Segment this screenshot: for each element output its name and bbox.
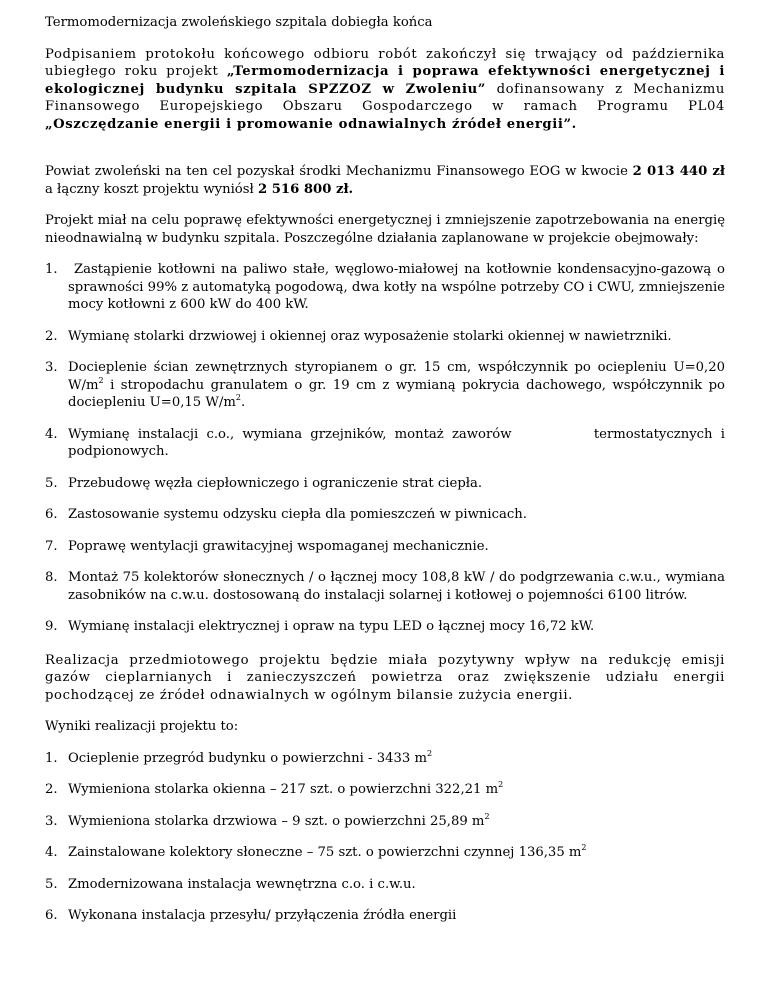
- grant-amount: 2 013 440 zł: [632, 164, 725, 179]
- item-number: 9.: [45, 619, 58, 634]
- item-text: .: [240, 395, 246, 410]
- item-text: Ocieplenie przegród budynku o powierzchni - 3433 m: [68, 750, 427, 766]
- item-text: Wykonana instalacja przesyłu/ przyłączenia źródła energii: [68, 908, 457, 923]
- list-item: [45, 569, 725, 604]
- item-text: Wymieniona stolarka okienna – 217 szt. o powierzchni 322,21 m: [68, 782, 499, 797]
- list-item: [45, 475, 725, 493]
- list-item: [45, 328, 725, 346]
- item-number: 8.: [45, 570, 58, 585]
- item-text: Zastąpienie kotłowni na paliwo stałe, węglowo-miałowej na kotłownie kondensacyjno-gazową o sprawności 99% z automatyką pogodową, dwa kotły na wspólne potrzeby CO i CWU, zmniejszenie mocy kotłowni z 600 kW do 400 kW.: [68, 262, 725, 312]
- item-number: 5.: [45, 876, 58, 892]
- item-number: 3.: [45, 360, 58, 375]
- list-item: [45, 781, 725, 799]
- intro-text-b: dofinansowany z Mechanizmu Finansowego Europejskiego Obszaru Gospodarczego w ramach Programu PL04: [45, 81, 725, 114]
- item-text: Wymianę stolarki drzwiowej i okiennej oraz wyposażenie stolarki okiennej w nawietrzniki.: [68, 328, 672, 344]
- impact-paragraph: Realizacja przedmiotowego projektu będzie miała pozytywny wpływ na redukcję emisji gazów cieplarnianych i zanieczyszczeń powietrza oraz zwiększenie udziału energii pochodzącej ze źródeł odnawialnych w ogólnym bilansie zużycia energii.: [45, 652, 725, 703]
- actions-list: [45, 261, 730, 636]
- project-name: „Termomodernizacja i poprawa efektywności energetycznej i ekologicznej budynku szpitala SPZZOZ w Zwoleniu”: [45, 64, 725, 97]
- document-title: Termomodernizacja zwoleńskiego szpitala dobiegła końca: [45, 15, 433, 30]
- list-item: [45, 538, 725, 556]
- list-item: [45, 506, 725, 524]
- superscript: 2: [498, 780, 504, 789]
- item-number: 4.: [45, 426, 58, 442]
- item-number: 6.: [45, 507, 58, 522]
- goals-intro: Projekt miał na celu poprawę efektywności energetycznej i zmniejszenie zapotrzebowania na energię nieodnawialną w budynku szpitala. Poszczególne działania zaplanowane w projekcie obejmowały:: [45, 213, 725, 246]
- list-item: [45, 750, 725, 768]
- superscript: 2: [235, 393, 241, 402]
- item-number: 5.: [45, 475, 58, 491]
- item-text: Zastosowanie systemu odzysku ciepła dla pomieszczeń w piwnicach.: [68, 507, 527, 522]
- document-page: [45, 14, 730, 925]
- item-text: i stropodachu granulatem o gr. 19 cm z wymianą pokrycia dachowego, współczynnik po dociepleniu U=0,15 W/m: [68, 377, 725, 410]
- superscript: 2: [426, 748, 433, 758]
- superscript: 2: [581, 843, 587, 852]
- results-list: [45, 750, 725, 925]
- item-text: Wymianę instalacji elektrycznej i opraw na typu LED o łącznej mocy 16,72 kW.: [68, 619, 595, 634]
- list-item: [45, 359, 725, 412]
- list-item: [45, 426, 730, 461]
- item-text: Zainstalowane kolektory słoneczne – 75 szt. o powierzchni czynnej 136,35 m: [68, 845, 582, 860]
- item-number: 3.: [45, 813, 58, 829]
- item-text: Montaż 75 kolektorów słonecznych / o łącznej mocy 108,8 kW / do podgrzewania c.w.u., wymiana zasobników na c.w.u. dostosowaną do instalacji solarnej i kotłowej o pojemności 6100 litrów.: [68, 570, 725, 603]
- item-text: Wymieniona stolarka drzwiowa – 9 szt. o powierzchni 25,89 m: [68, 813, 485, 829]
- list-item: [45, 813, 725, 831]
- total-cost: 2 516 800 zł.: [257, 181, 354, 197]
- list-item: [45, 876, 725, 894]
- funding-paragraph: [45, 163, 725, 198]
- item-text: Poprawę wentylacji grawitacyjnej wspomaganej mechanicznie.: [68, 538, 489, 554]
- item-text: Przebudowę węzła ciepłowniczego i ograniczenie strat ciepła.: [68, 475, 483, 491]
- item-text: Wymianę instalacji c.o., wymiana grzejników, montaż zaworów termostatycznych i podpionowych.: [68, 426, 730, 459]
- funding-text-a: Powiat zwoleński na ten cel pozyskał środki Mechanizmu Finansowego EOG w kwocie: [45, 164, 633, 179]
- item-number: 7.: [45, 538, 58, 554]
- item-text: Zmodernizowana instalacja wewnętrzna c.o. i c.w.u.: [68, 876, 416, 892]
- superscript: 2: [98, 375, 104, 385]
- funding-text-b: a łączny koszt projektu wyniósł: [45, 181, 258, 197]
- results-intro: Wyniki realizacji projektu to:: [45, 719, 239, 734]
- superscript: 2: [484, 811, 490, 821]
- item-number: 1.: [45, 750, 58, 766]
- list-item: [45, 844, 725, 862]
- item-number: 4.: [45, 845, 58, 860]
- list-item: [45, 618, 725, 636]
- item-number: 2.: [45, 782, 58, 797]
- item-number: 2.: [45, 328, 58, 344]
- item-number: 6.: [45, 908, 58, 923]
- list-item: [45, 907, 725, 925]
- item-text: Docieplenie ścian zewnętrznych styropianem o gr. 15 cm, współczynnik po ociepleniu U=0,20 W/m: [68, 360, 725, 393]
- item-number: 1.: [45, 262, 58, 277]
- program-name: „Oszczędzanie energii i promowanie odnawialnych źródeł energii”.: [45, 116, 577, 132]
- intro-text-a: Podpisaniem protokołu końcowego odbioru robót zakończył się trwający od października ubiegłego roku projekt: [45, 46, 725, 79]
- intro-paragraph: [45, 46, 725, 134]
- list-item: [45, 261, 725, 314]
